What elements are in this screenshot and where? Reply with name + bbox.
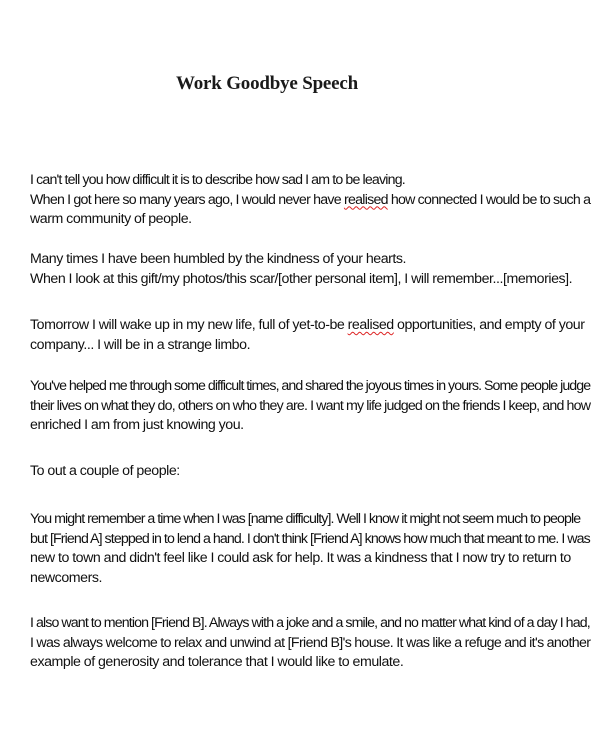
spelling-flagged-word: realised <box>343 191 388 208</box>
text-line: example of generosity and tolerance that I would like to emulate. <box>30 654 404 670</box>
text-line: I can't tell you how difficult it is to describe how sad I am to be leaving. <box>30 172 405 188</box>
paragraph-friend-a <box>30 510 590 588</box>
text-line: You've helped me through some difficult times, and shared the joyous times in yours. Some people judge <box>30 378 591 394</box>
text-line: but [Friend A] stepped in to lend a hand. I don't think [Friend A] knows how much that meant to me. I was <box>30 530 590 547</box>
paragraph-friend-b <box>30 614 590 673</box>
text-line: newcomers. <box>30 569 102 586</box>
page-title: Work Goodbye Speech <box>176 73 358 94</box>
text-line: new to town and didn't feel like I could ask for help. It was a kindness that I now try to return to <box>30 550 571 566</box>
text-line: enriched I am from just knowing you. <box>30 417 244 433</box>
text-line: When I got here so many years ago, I would never have realised how connected I would be to such a <box>30 191 591 208</box>
text-line: When I look at this gift/my photos/this scar/[other personal item], I will remember...[memories]. <box>30 270 573 287</box>
text-line: Many times I have been humbled by the kindness of your hearts. <box>30 251 407 267</box>
text-line: I was always welcome to relax and unwind at [Friend B]'s house. It was like a refuge and it's another <box>30 634 591 651</box>
paragraph-shout-out <box>30 462 180 482</box>
paragraph-tomorrow <box>30 316 585 355</box>
paragraph-intro <box>30 171 590 230</box>
paragraph-helped <box>30 377 590 436</box>
text-line: To out a couple of people: <box>30 463 180 479</box>
text-line: their lives on what they do, others on who they are. I want my life judged on the friends I keep, and how <box>30 397 591 414</box>
text-line: I also want to mention [Friend B]. Always with a joke and a smile, and no matter what kind of a day I had, <box>30 615 590 631</box>
text-line: warm community of people. <box>30 211 192 227</box>
paragraph-humbled <box>30 250 572 289</box>
text-line: company... I will be in a strange limbo. <box>30 336 251 353</box>
spelling-flagged-word: realised <box>347 317 394 333</box>
text-line: You might remember a time when I was [name difficulty]. Well I know it might not seem much to people <box>30 511 581 527</box>
text-line: Tomorrow I will wake up in my new life, full of yet-to-be realised opportunities, and empty of your <box>30 317 585 333</box>
